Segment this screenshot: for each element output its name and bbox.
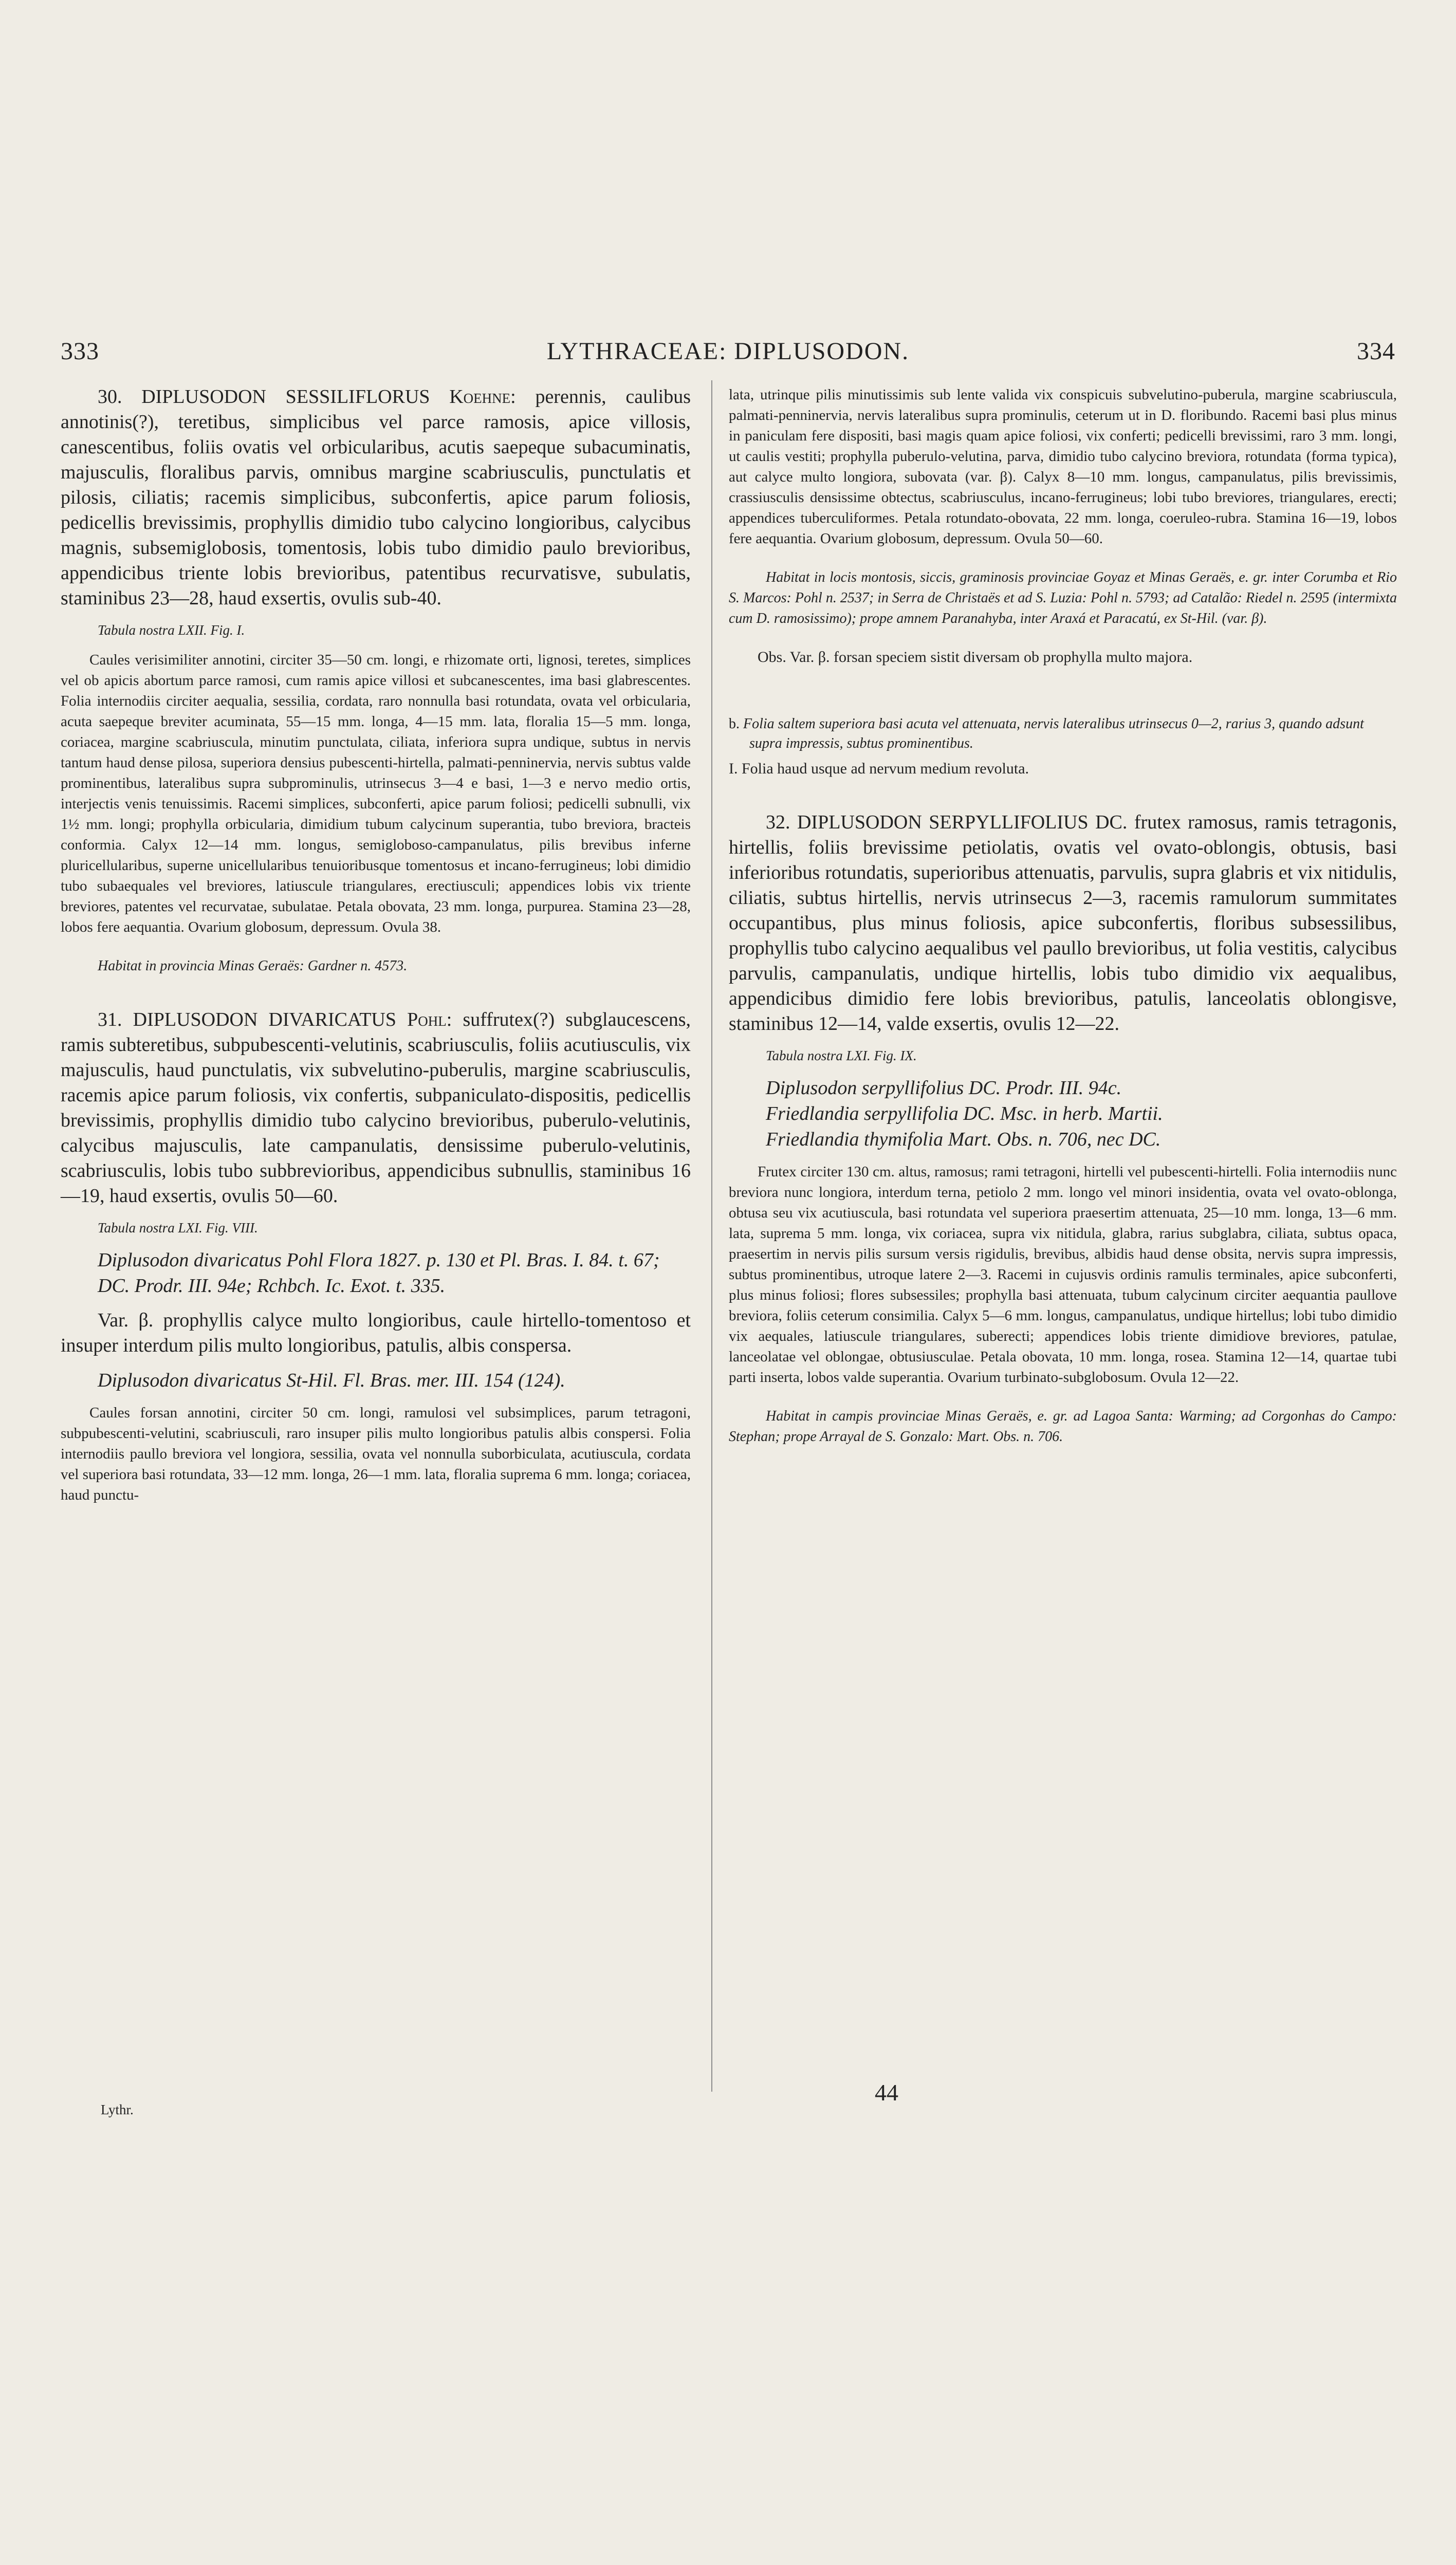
species-31-description: 31. DIPLUSODON DIVARICATUS Pohl: suffrutex(?) subglaucescens, ramis subteretibus, subpubescenti-velutinis, scabriusculis, foliis acutiusculis, vix majusculis, haud punctulatis, vix subvelutino-puberulis, margine scabriusculis, racemis apice parum foliosis, vix confertis, subpaniculato-dispositis, pedicellis brevissimis, prophyllis dimidio tubo calycino brevioribus, puberulo-velutinis, calycibus majusculis, late campanulatis, densissime puberulo-velutinis, scabriusculis, lobis tubo subbrevioribus, appendicibus subnullis, staminibus 16—19, haud exsertis, ovulis 50—60. xyxy=(61,1009,691,1207)
species-31-synonym-2: Diplusodon divaricatus St-Hil. Fl. Bras. mer. III. 154 (124). xyxy=(98,1370,565,1391)
species-32-synonym-1: Diplusodon serpyllifolius DC. Prodr. III. 94c. xyxy=(766,1077,1122,1099)
page-number-right: 334 xyxy=(1357,338,1395,365)
species-32-tabula: Tabula nostra LXI. Fig. IX. xyxy=(766,1048,917,1063)
folio-number: 44 xyxy=(875,2079,898,2106)
species-32-synonym-2: Friedlandia serpyllifolia DC. Msc. in herb. Martii. xyxy=(766,1103,1163,1124)
running-title: LYTHRACEAE: DIPLUSODON. xyxy=(546,338,910,365)
key-note-b-text: Folia saltem superiora basi acuta vel attenuata, nervis lateralibus utrinsecus 0—2, rarius 3, quando adsunt supra impressis, subtus prominentibus. xyxy=(743,716,1364,751)
species-31-habitat: Habitat in locis montosis, siccis, graminosis provinciae Goyaz et Minas Geraës, e. gr. inter Corumba et Rio S. Marcos: Pohl n. 2537; in Serra de Christaës et ad S. Luzia: Pohl n. 5793; ad Catalão: Riedel n. 2595 (intermixta cum D. ramosissimo); prope amnem Paranahyba, inter Araxá et Paracatú, ex St-Hil. (var. β). xyxy=(729,569,1397,626)
species-32-author: DC. xyxy=(1095,811,1128,833)
species-32-synonym-3: Friedlandia thymifolia Mart. Obs. n. 706, nec DC. xyxy=(766,1129,1161,1150)
species-30-name: 30. DIPLUSODON SESSILIFLORUS xyxy=(98,386,430,408)
species-31-detail: Caules forsan annotini, circiter 50 cm. longi, ramulosi vel subsimplices, parum tetragoni, subpubescenti-velutini, scabriusculi, raro insuper pilis multo longioribus patulis albis conspersi. Folia internodiis paullo breviora vel longiora, sessilia, ovata vel nonnulla suborbiculata, acutiuscula, cordata vel superiora basi rotundata, 33—12 mm. longa, 26—1 mm. lata, floralia suprema 6 mm. longa; coriacea, haud punctu- xyxy=(61,1405,691,1503)
species-32-detail: Frutex circiter 130 cm. altus, ramosus; rami tetragoni, hirtelli vel pubescenti-hirtelli. Folia internodiis nunc breviora nunc longiora, interdum terna, petiolo 2 mm. longo vel minori insidentia, ovata vel ovato-oblonga, obtusa seu vix acutiuscula, basi rotundata vel superiora praesertim attenuata, 25—10 mm. longa, 13—6 mm. lata, suprema 5 mm. longa, vix coriacea, supra vix nitidula, glabra, rarius subglabra, ciliata, subtus opaca, praesertim in nervis pilis sursum versis rigidulis, brevibus, albidis haud dense obsita, nervis supra impressis, subtus prominentibus, utroque latere 2—3. Racemi in cujusvis ordinis ramulis terminales, apice subconferti, plus minus foliosi; flores subsessiles; prophylla basi attenuata, tubum calycinum circiter aequantia paullove breviora, foliis ceterum consimilia. Calyx 5—6 mm. longus, campanulatus, undique hirtellus; lobi tubo dimidio vix aequales, latiuscule triangulares, suberecti; appendices lobis triente dimidiove breviores, patulae, lanceolatae vel oblongae, obtusiusculae. Petala obovata, 10 mm. longa, rosea. Stamina 12—14, quartae tubi parti inserta, lobos valde superantia. Ovarium turbinato-subglobosum. Ovula 12—22. xyxy=(729,1164,1397,1386)
species-31-synonym-1: Diplusodon divaricatus Pohl Flora 1827. p. 130 et Pl. Bras. I. 84. t. 67; DC. Prodr. III. 94e; Rchbch. Ic. Exot. t. 335. xyxy=(98,1249,660,1297)
species-30-habitat: Habitat in provincia Minas Geraës: Gardner n. 4573. xyxy=(98,958,408,974)
species-31-observation: Obs. Var. β. forsan speciem sistit diversam ob prophylla multo majora. xyxy=(758,649,1193,666)
key-note-i: I. Folia haud usque ad nervum medium revoluta. xyxy=(729,760,1029,777)
column-divider xyxy=(711,380,712,2092)
species-30-author: Koehne xyxy=(449,386,511,408)
species-32-habitat: Habitat in campis provinciae Minas Geraës, e. gr. ad Lagoa Santa: Warming; ad Corgonhas do Campo: Stephan; prope Arrayal de S. Gonzalo: Mart. Obs. n. 706. xyxy=(729,1408,1397,1445)
running-header xyxy=(61,337,1395,373)
species-31-detail-continued: lata, utrinque pilis minutissimis sub lente valida vix conspicuis subvelutino-puberula, margine scabriuscula, palmati-penninervia, nervis lateralibus supra prominulis, ceterum ut in D. floribundo. Racemi basi plus minus in paniculam fere dispositi, basi magis quam apice foliosi, vix conferti; pedicelli brevissimi, raro 3 mm. longi, ut caulis vestiti; prophylla puberulo-velutina, parva, dimidio tubo calycino breviora, rotundata (forma typica), aut calyce multo longiora, subovata (var. β). Calyx 8—10 mm. longus, campanulatus, pilis brevissimis, crassiusculis densissime obtectus, scabriusculus, incano-ferrugineus; lobi tubo breviores, triangulares, erecti; appendices tuberculiformes. Petala rotundato-obovata, 22 mm. longa, coeruleo-rubra. Stamina 16—19, lobos fere aequantia. Ovarium globosum, depressum. Ovula 50—60. xyxy=(729,386,1397,547)
species-32-text: frutex ramosus, ramis tetragonis, hirtellis, foliis brevissime petiolatis, ovatis vel ovato-oblongis, obtusis, basi inferioribus rotundatis, superioribus attenuatis, parvulis, supra glabris et vix nitidulis, ciliatis, subtus hirtellis, nervis utrinsecus 2—3, racemis ramulorum summitates occupantibus, plus minus foliosis, apice subconfertis, floribus subsessilibus, prophyllis tubo calycino aequalibus vel paullo brevioribus, ut folia vestitis, calycibus parvulis, campanulatis, undique hirtellis, lobis tubo dimidio vix aequalibus, appendicibus dimidio fere lobis brevioribus, patulis, lanceolatis oblongisve, staminibus 12—14, valde exsertis, ovulis 12—22. xyxy=(729,811,1397,1035)
species-32-description xyxy=(729,810,1397,1037)
key-note-b xyxy=(729,714,1397,753)
left-column xyxy=(61,384,691,1505)
species-31-name: 31. DIPLUSODON DIVARICATUS xyxy=(98,1009,396,1030)
species-30-tabula: Tabula nostra LXII. Fig. I. xyxy=(98,622,245,638)
key-note-b-label: b. xyxy=(729,716,740,732)
species-30-detail: Caules verisimiliter annotini, circiter 35—50 cm. longi, e rhizomate orti, lignosi, teretes, simplices vel ob apicis abortum parce ramosi, cum ramis apice villosi et subcanescentes, ima basi glabrescentes. Folia internodiis circiter aequalia, sessilia, cordata, raro nonnulla basi rotundata, ovata vel orbicularia, acuta saepeque breviter acuminata, 55—15 mm. longa, 4—15 mm. lata, floralia 15—5 mm. longa, coriacea, margine scabriuscula, minutim punctulata, ciliata, inferiora supra undique, subtus in nervis tantum haud dense pilosa, superiora densius pubescenti-hirtella, palmati-penninervia, nervis subtus valde prominentibus, lateralibus supra subprominulis, utrinsecus 3—4 e basi, 1—3 e nervo medio ortis, interjectis venis tenuissimis. Racemi simplices, subconferti, apice parum foliosi; pedicelli subnulli, vix 1½ mm. longi; prophylla orbicularia, dimidium tubum calycinum superantia, tubo breviora, bracteis conformia. Calyx 12—14 mm. longus, semigloboso-campanulatus, pilis brevibus inferne pluricellularibus, superne unicellularibus tenuioribusque tomentosus et incano-ferrugineus; lobi dimidio tubo subaequales vel breviores, latiuscule triangulares, erectiusculi; appendices lobis vix triente breviores, patentes vel recurvatae, subulatae. Petala obovata, 23 mm. longa, purpurea. Stamina 23—28, lobos fere aequantia. Ovarium globosum, depressum. Ovula 38. xyxy=(61,652,691,935)
species-30-description: 30. DIPLUSODON SESSILIFLORUS Koehne: perennis, caulibus annotinis(?), teretibus, simplicibus vel parce ramosis, apice villosis, canescentibus, foliis ovatis vel orbicularibus, acutis saepeque subacuminatis, majusculis, floralibus parvis, omnibus margine scabriusculis, punctulatis et pilosis, ciliatis; racemis simplicibus, subconfertis, apice parum foliosis, pedicellis brevissimis, prophyllis dimidio tubo calycino longioribus, calycibus magnis, subsemiglobosis, tomentosis, lobis tubo dimidio paulo brevioribus, appendicibus triente lobis brevioribus, patentibus recurvatisve, subulatis, staminibus 23—28, haud exsertis, ovulis sub-40. xyxy=(61,386,691,609)
species-30-text: perennis, caulibus annotinis(?), teretibus, simplicibus vel parce ramosis, apice villosis, canescentibus, foliis ovatis vel orbicularibus, acutis saepeque subacuminatis, majusculis, floralibus parvis, omnibus margine scabriusculis, punctulatis et pilosis, ciliatis; racemis simplicibus, subconfertis, apice parum foliosis, pedicellis brevissimis, prophyllis dimidio tubo calycino longioribus, calycibus magnis, subsemiglobosis, tomentosis, lobis tubo dimidio paulo brevioribus, appendicibus triente lobis brevioribus, patentibus recurvatisve, subulatis, staminibus 23—28, haud exsertis, ovulis sub-40. xyxy=(61,386,691,609)
signature-mark: Lythr. xyxy=(101,2102,134,2117)
page-number-left: 333 xyxy=(61,338,99,365)
species-31-var-beta: Var. β. prophyllis calyce multo longioribus, caule hirtello-tomentoso et insuper interdum pilis multo longioribus, patulis, albis conspersa. xyxy=(61,1309,691,1356)
right-column xyxy=(729,384,1397,1447)
species-31-text: suffrutex(?) subglaucescens, ramis subteretibus, subpubescenti-velutinis, scabriusculis, foliis acutiusculis, vix majusculis, haud punctulatis, vix subvelutino-puberulis, margine scabriusculis, racemis apice parum foliosis, vix confertis, subpaniculato-dispositis, pedicellis brevissimis, prophyllis dimidio tubo calycino brevioribus, puberulo-velutinis, calycibus majusculis, late campanulatis, densissime puberulo-velutinis, scabriusculis, lobis tubo subbrevioribus, appendicibus subnullis, staminibus 16—19, haud exsertis, ovulis 50—60. xyxy=(61,1009,691,1207)
species-31-tabula: Tabula nostra LXI. Fig. VIII. xyxy=(98,1220,258,1235)
species-31-author: Pohl xyxy=(407,1009,447,1030)
species-32-name: 32. DIPLUSODON SERPYLLIFOLIUS xyxy=(766,811,1089,833)
